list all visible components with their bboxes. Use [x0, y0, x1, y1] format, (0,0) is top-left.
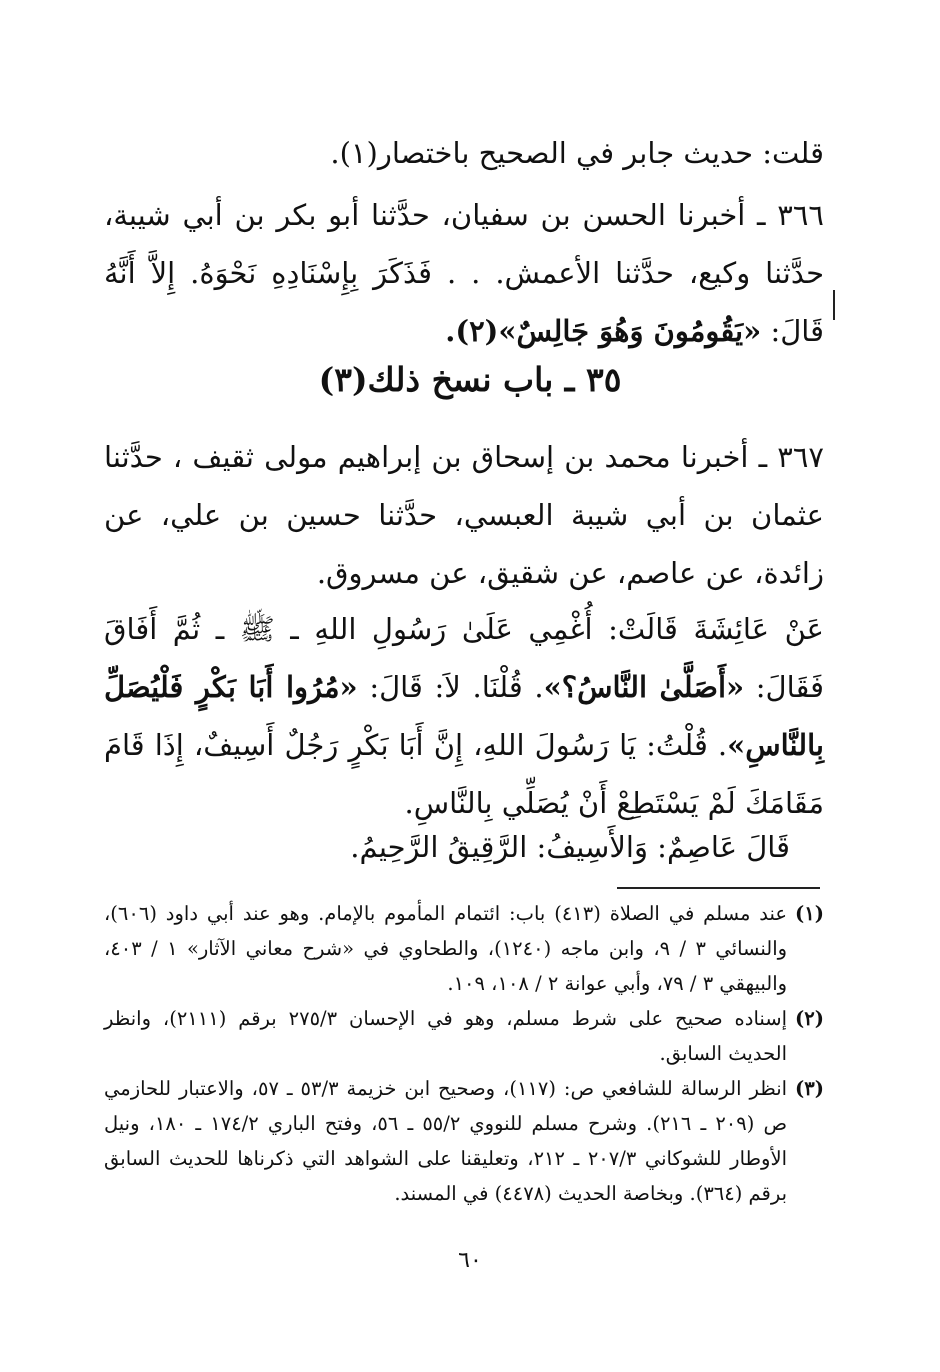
hadith-367-quote-2: «مُرُوا أَبَا بَكْرٍ فَلْيُصَلِّ بِالنَّاسِ»	[104, 670, 824, 762]
hadith-367-text-2: . قُلْنَا. لاَ: قَالَ:	[357, 670, 544, 704]
chapter-heading: ٣٥ ـ باب نسخ ذلك(٣)	[318, 360, 622, 399]
footnote-text: انظر الرسالة للشافعي ص: (١١٧)، وصحيح ابن خزيمة ٥٣/٣ ـ ٥٧، والاعتبار للحازمي ص (٢٠٩ ـ ٢١٦). وشرح مسلم للنووي ٥٥/٢ ـ ٥٦، وفتح الباري ١٧٤/٢ ـ ١٨٠، ونيل الأوطار للشوكاني ٢٠٧/٣ ـ ٢١٢، وتعليقنا على الشواهد التي ذكرناها للحديث السابق برقم (٣٦٤). وبخاصة الحديث (٤٤٧٨) في المسند.	[104, 1077, 788, 1205]
hadith-367-text-1: عَنْ عَائِشَةَ قَالَتْ: أُغْمِي عَلَىٰ رَسُولِ اللهِ ـ ﷺ ـ ثُمَّ أَفَاقَ فَقَالَ:	[104, 612, 824, 704]
paragraph-qult	[104, 124, 824, 182]
margin-mark	[833, 290, 835, 320]
footnotes	[104, 896, 824, 1211]
hadith-366-intro: ٣٦٦ ـ أخبرنا الحسن بن سفيان، حدَّثنا أبو بكر بن أبي شيبة، حدَّثنا وكيع، حدَّثنا الأعمش. . . فَذَكَرَ بِإِسْنَادِهِ نَحْوَهُ. إِلاَّ أَنَّهُ قَالَ:	[104, 198, 824, 348]
footnote-2	[104, 1001, 824, 1071]
asim-statement: قَالَ عَاصِمٌ: وَالأَسِيفُ: الرَّقِيقُ الرَّحِيمُ.	[350, 830, 790, 864]
hadith-367-quote-1: «أَصَلَّىٰ النَّاسُ؟»	[543, 670, 745, 704]
paragraph-hadith-366	[104, 186, 824, 360]
qult-text: قلت: حديث جابر في الصحيح باختصار(١).	[330, 136, 824, 170]
paragraph-hadith-367-text	[104, 600, 824, 832]
hadith-366-quote: «يَقُومُونَ وَهُوَ جَالِسٌ»(٢).	[445, 314, 762, 348]
footnote-3	[104, 1071, 824, 1211]
paragraph-asim	[100, 818, 790, 876]
hadith-367-isnad: ٣٦٧ ـ أخبرنا محمد بن إسحاق بن إبراهيم مولى ثقيف ، حدَّثنا عثمان بن أبي شيبة العبسي، حدَّثنا حسين بن علي، عن زائدة، عن عاصم، عن شقيق، عن مسروق.	[104, 440, 824, 590]
paragraph-hadith-367-isnad	[104, 428, 824, 602]
footnote-text: عند مسلم في الصلاة (٤١٣) باب: ائتمام المأموم بالإمام. وهو عند أبي داود (٦٠٦)، والنسائي ٣ / ٩، وابن ماجه (١٢٤٠)، والطحاوي في «شرح معاني الآثار» ١ / ٤٠٣، والبيهقي ٣ / ٧٩، وأبي عوانة ٢ / ١٠٨، ١٠٩.	[104, 902, 788, 995]
footnote-number: (٣)	[795, 1077, 824, 1100]
footnote-text: إسناده صحيح على شرط مسلم، وهو في الإحسان ٢٧٥/٣ برقم (٢١١١)، وانظر الحديث السابق.	[104, 1007, 788, 1065]
footnote-divider	[617, 887, 820, 889]
page-number: ٦٠	[458, 1248, 482, 1273]
footnote-1	[104, 896, 824, 1001]
footnote-number: (١)	[795, 902, 824, 925]
hadith-367-text-3: . قُلْتُ: يَا رَسُولَ اللهِ، إِنَّ أَبَا بَكْرٍ رَجُلٌ أَسِيفٌ، إِذَا قَامَ مَقَامَكَ لَمْ يَسْتَطِعْ أَنْ يُصَلِّي بِالنَّاسِ.	[104, 728, 824, 820]
footnote-number: (٢)	[795, 1007, 824, 1030]
